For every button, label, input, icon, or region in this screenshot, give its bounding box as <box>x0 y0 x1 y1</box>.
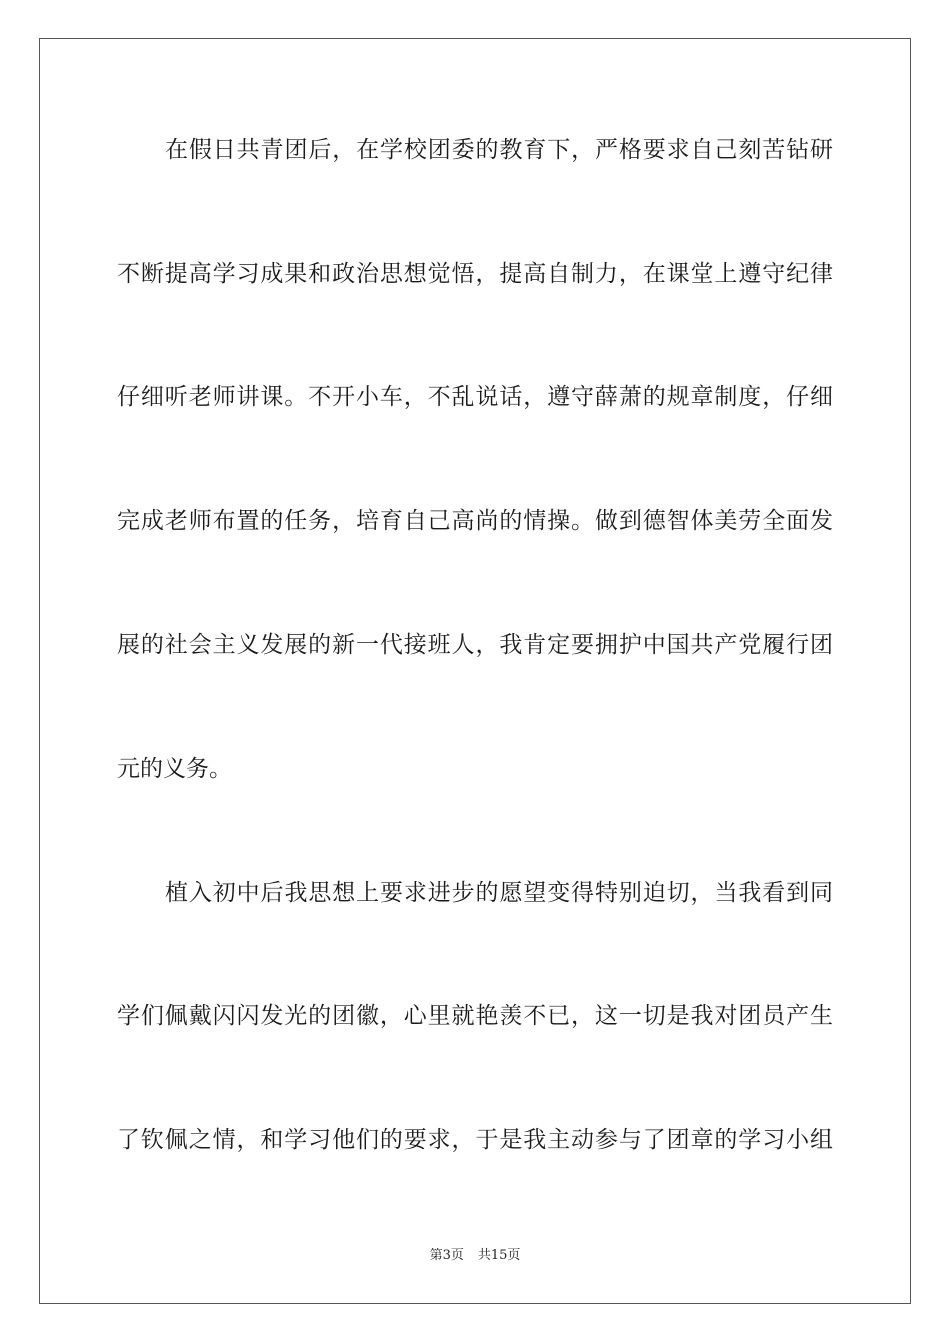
paragraph-line: 展的社会主义发展的新一代接班人，我肯定要拥护中国共产党履行团 <box>117 632 833 658</box>
page-border <box>39 38 911 1304</box>
paragraph-line: 植入初中后我思想上要求进步的愿望变得特别迫切，当我看到同 <box>165 880 833 906</box>
page-number: 第3页 <box>429 1248 464 1263</box>
paragraph-line: 元的义务。 <box>117 756 232 782</box>
paragraph-line: 不断提高学习成果和政治思想觉悟，提高自制力，在课堂上遵守纪律 <box>117 261 833 287</box>
page-total: 共15页 <box>477 1248 521 1263</box>
paragraph-line: 仔细听老师讲课。不开小车，不乱说话，遵守薛萧的规章制度，仔细 <box>117 384 833 410</box>
paragraph-line: 学们佩戴闪闪发光的团徽，心里就艳羡不已，这一切是我对团员产生 <box>117 1003 833 1029</box>
paragraph-line: 在假日共青团后，在学校团委的教育下，严格要求自己刻苦钻研 <box>165 137 833 163</box>
paragraph-line: 完成老师布置的任务，培育自己高尚的情操。做到德智体美劳全面发 <box>117 508 833 534</box>
page-footer <box>0 1247 950 1265</box>
paragraph-line: 了钦佩之情，和学习他们的要求，于是我主动参与了团章的学习小组 <box>117 1127 833 1153</box>
